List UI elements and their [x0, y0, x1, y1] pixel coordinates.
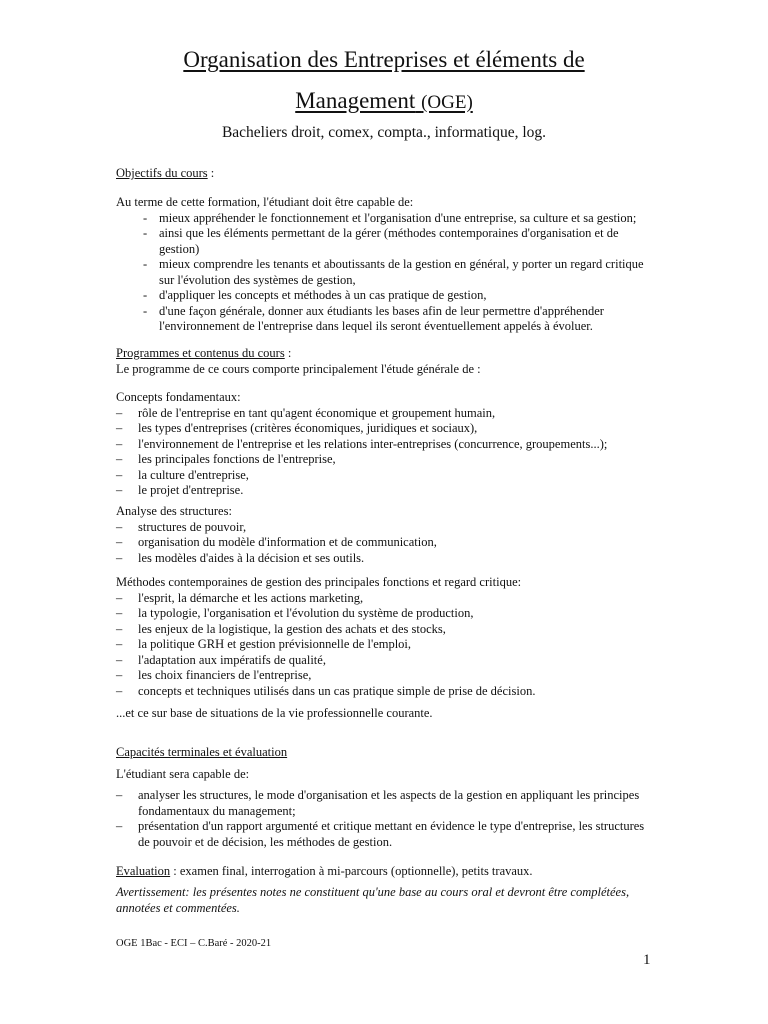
- list-item: – l'esprit, la démarche et les actions marketing,: [116, 591, 656, 607]
- title-line-1: [0, 45, 768, 75]
- title-text-2: [295, 88, 473, 113]
- objectifs-heading: Objectifs du cours: [116, 166, 208, 180]
- title-line-2: [0, 86, 768, 118]
- list-item: – les principales fonctions de l'entreprise,: [116, 452, 656, 468]
- methodes-list: [116, 591, 656, 700]
- objectifs-intro: Au terme de cette formation, l'étudiant doit être capable de:: [116, 195, 414, 209]
- list-item: – les enjeux de la logistique, la gestion des achats et des stocks,: [116, 622, 656, 638]
- list-item: – organisation du modèle d'information et de communication,: [116, 535, 656, 551]
- list-item: - ainsi que les éléments permettant de la gérer (méthodes contemporaines d'organisation et de gestion): [116, 226, 656, 257]
- list-item: – analyser les structures, le mode d'organisation et les aspects de la gestion en appliquant les principes fondamentaux du management;: [116, 788, 656, 819]
- title-text-1: Organisation des Entreprises et éléments de: [183, 47, 585, 72]
- list-item: – présentation d'un rapport argumenté et critique mettant en évidence le type d'entreprise, les structures de pouvoir et de décision, les méthodes de gestion.: [116, 819, 656, 850]
- programme-closing: ...et ce sur base de situations de la vie professionnelle courante.: [116, 706, 433, 720]
- list-item: - d'une façon générale, donner aux étudiants les bases afin de leur permettre d'appréhender l'environnement de l'entreprise dans lequel ils seront éventuellement appelés à évoluer.: [116, 304, 656, 335]
- programme-intro: Le programme de ce cours comporte principalement l'étude générale de :: [116, 361, 481, 376]
- list-item: – structures de pouvoir,: [116, 520, 656, 536]
- title-abbr: (OGE): [421, 92, 473, 113]
- structures-list: [116, 520, 656, 567]
- evaluation-label: Evaluation: [116, 864, 171, 878]
- objectifs-list: [116, 211, 656, 335]
- page-footer: OGE 1Bac - ECI – C.Baré - 2020-21: [116, 938, 272, 949]
- capacites-section: [116, 745, 656, 761]
- list-item: – la politique GRH et gestion prévisionnelle de l'emploi,: [116, 637, 656, 653]
- title-management: Management: [295, 88, 416, 113]
- objectifs-section: [116, 166, 656, 182]
- list-item: – la typologie, l'organisation et l'évolution du système de production,: [116, 606, 656, 622]
- evaluation-line: [116, 864, 656, 880]
- list-item: - d'appliquer les concepts et méthodes à un cas pratique de gestion,: [116, 288, 656, 304]
- objectifs-heading-line: [116, 166, 656, 182]
- list-item: – l'adaptation aux impératifs de qualité,: [116, 653, 656, 669]
- list-item: – les modèles d'aides à la décision et ses outils.: [116, 551, 656, 567]
- list-item: – rôle de l'entreprise en tant qu'agent économique et groupement humain,: [116, 406, 656, 422]
- structures-label: Analyse des structures:: [116, 504, 232, 518]
- capacites-list: [116, 788, 656, 850]
- warning-note: Avertissement: les présentes notes ne constituent qu'une base au cours oral et devront être complétées, annotées et commentées.: [116, 885, 630, 915]
- objectifs-heading-suffix: :: [207, 166, 215, 180]
- list-item: – les types d'entreprises (critères économiques, juridiques et sociaux),: [116, 421, 656, 437]
- subtitle: Bacheliers droit, comex, compta., informatique, log.: [221, 124, 547, 141]
- concepts-block: [116, 390, 656, 499]
- list-item: - mieux comprendre les tenants et aboutissants de la gestion en général, y porter un regard critique sur l'évolution des systèmes de gestion,: [116, 257, 656, 288]
- capacites-intro: L'étudiant sera capable de:: [116, 767, 250, 781]
- methodes-block: [116, 575, 656, 699]
- capacites-body: [116, 788, 656, 850]
- concepts-list: [116, 406, 656, 499]
- capacites-heading-line: [116, 745, 656, 761]
- capacites-heading: Capacités terminales et évaluation: [116, 745, 288, 759]
- programme-heading: Programmes et contenus du cours: [116, 346, 285, 360]
- programme-heading-suffix: :: [284, 346, 292, 360]
- page-number: 1: [643, 952, 651, 968]
- list-item: - mieux appréhender le fonctionnement et l'organisation d'une entreprise, sa culture et sa gestion;: [116, 211, 656, 227]
- list-item: – les choix financiers de l'entreprise,: [116, 668, 656, 684]
- methodes-label: Méthodes contemporaines de gestion des principales fonctions et regard critique:: [116, 575, 522, 589]
- concepts-label: Concepts fondamentaux:: [116, 390, 241, 404]
- list-item: – concepts et techniques utilisés dans un cas pratique simple de prise de décision.: [116, 684, 656, 700]
- programme-section: [116, 346, 656, 377]
- evaluation-text: : examen final, interrogation à mi-parcours (optionnelle), petits travaux.: [170, 864, 533, 878]
- objectifs-body: [116, 195, 656, 335]
- programme-heading-line: [116, 346, 656, 362]
- structures-block: [116, 504, 656, 566]
- list-item: – l'environnement de l'entreprise et les relations inter-entreprises (concurrence, groupements...);: [116, 437, 656, 453]
- list-item: – le projet d'entreprise.: [116, 483, 656, 499]
- list-item: – la culture d'entreprise,: [116, 468, 656, 484]
